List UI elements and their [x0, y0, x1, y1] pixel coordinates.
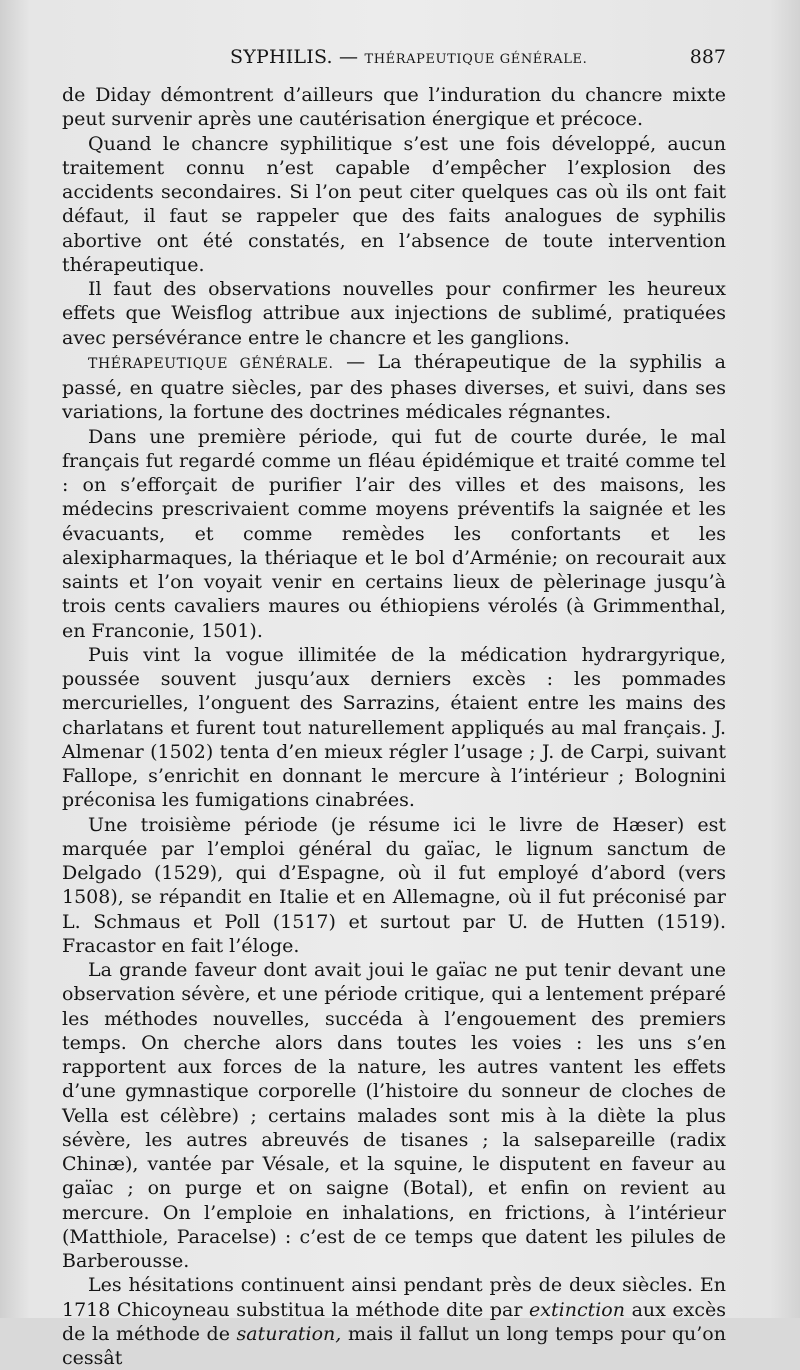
- paragraph: Quand le chancre syphilitique s’est une fois développé, aucun traitement connu n’est capable d’empêcher l’explosion des accidents secondaires. Si l’on peut citer quelques cas où ils ont fait défaut, il faut se rappeler que des faits analogues de syphilis abortive ont été constatés, en l’absence de toute intervention thérapeutique.: [62, 132, 726, 276]
- page-number: 887: [689, 46, 726, 68]
- italic-term-extinction: extinction: [529, 1298, 625, 1321]
- italic-term-saturation: saturation,: [236, 1322, 342, 1345]
- paragraph: Une troisième période (je résume ici le livre de Hæser) est marquée par l’emploi général du gaïac, le lignum sanctum de Delgado (1529), qui d’Espagne, où il fut employé d’abord (vers 1508), se répandit en Italie et en Allemagne, où il fut préconisé par L. Schmaus et Poll (1517) et surtout par U. de Hutten (1519). Fracastor en fait l’éloge.: [62, 813, 726, 957]
- running-title-subtitle: THÉRAPEUTIQUE GÉNÉRALE.: [364, 52, 588, 67]
- section-heading: THÉRAPEUTIQUE GÉNÉRALE.: [88, 355, 334, 372]
- paragraph-section-start: [62, 350, 726, 425]
- section-heading-dash: —: [346, 350, 366, 373]
- paragraph: Puis vint la vogue illimitée de la médication hydrargyrique, poussée souvent jusqu’aux derniers excès : les pommades mercurielles, l’onguent des Sarrazins, étaient entre les mains des charlatans et furent tout naturellement appliqués au mal français. J. Almenar (1502) tenta d’en mieux régler l’usage ; J. de Carpi, suivant Fallope, s’enrichit en donnant le mercure à l’intérieur ; Bolognini préconisa les fumigations cinabrées.: [62, 643, 726, 812]
- final-text-part-1: Les hésitations continuent ainsi pendant près de deux siècles. En 1718 Chicoyneau substitua la méthode dite par: [62, 1274, 726, 1321]
- paragraph: La grande faveur dont avait joui le gaïac ne put tenir devant une observation sévère, et une période critique, qui a lentement préparé les méthodes nouvelles, succéda à l’engouement des premiers temps. On cherche alors dans toutes les voies : les uns s’en rapportent aux forces de la nature, les autres vantent les effets d’une gymnastique corporelle (l’histoire du sonneur de cloches de Vella est célèbre) ; certains malades sont mis à la diète la plus sévère, les autres abreuvés de tisanes ; la salsepareille (radix Chinæ), vantée par Vésale, et la squine, le disputent en faveur au gaïac ; on purge et on saigne (Botal), et enfin on revient au mercure. On l’emploie en inhalations, en frictions, à l’intérieur (Matthiole, Paracelse) : c’est de ce temps que datent les pilules de Barberousse.: [62, 959, 726, 1272]
- paragraph-final: [62, 1273, 726, 1370]
- paragraph-continuation: de Diday démontrent d’ailleurs que l’induration du chancre mixte peut survenir après une cautérisation énergique et précoce.: [62, 84, 726, 131]
- final-text-part-2: aux excès de la méthode de: [62, 1298, 727, 1345]
- final-text-part-3: mais il fallut un long temps pour qu’on cessât: [62, 1322, 726, 1369]
- running-header: [62, 46, 726, 76]
- body-text: [62, 83, 726, 1370]
- running-title-dash: —: [338, 46, 359, 68]
- paragraph: Il faut des observations nouvelles pour confirmer les heureux effets que Weisflog attribue aux injections de sublimé, pratiquées avec persévérance entre le chancre et les ganglions.: [62, 278, 726, 349]
- paragraph: Dans une première période, qui fut de courte durée, le mal français fut regardé comme un fléau épidémique et traité comme tel : on s’efforçait de purifier l’air des villes et des maisons, les médecins prescrivaient comme moyens préventifs la saignée et les évacuants, et comme remèdes les confortants et les alexipharmaques, la thériaque et le bol d’Arménie; on recourait aux saints et l’on voyait venir en certains lieux de pèlerinage jusqu’à trois cents cavaliers maures ou éthiopiens vérolés (à Grimmenthal, en Franconie, 1501).: [62, 425, 726, 642]
- running-title-main: SYPHILIS.: [230, 46, 333, 68]
- running-title: [230, 46, 587, 68]
- section-intro-text: La thérapeutique de la syphilis a passé, en quatre siècles, par des phases diverses, et suivi, dans ses variations, la fortune des doctrines médicales régnantes.: [62, 350, 726, 424]
